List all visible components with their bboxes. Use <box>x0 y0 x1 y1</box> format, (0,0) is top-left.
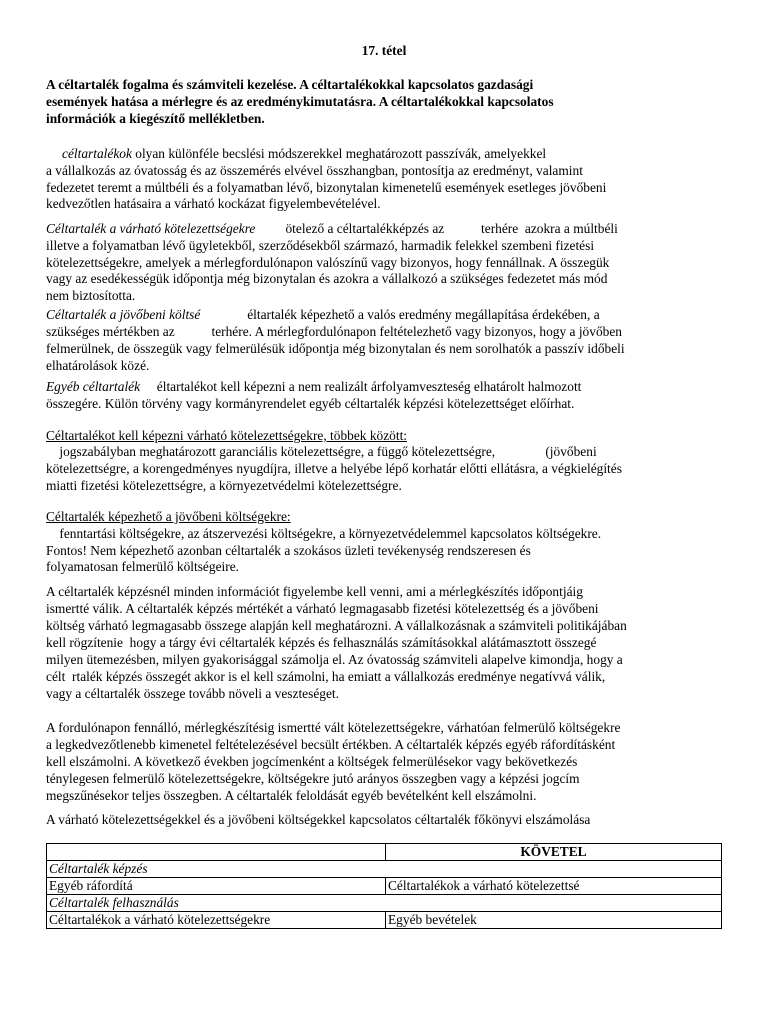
paragraph2-line: a legkedvezőtlenebb kimenetel feltételezésével becsült értékben. A céltartalék képzés egyéb ráfordításként <box>46 737 616 752</box>
paragraph1-line: milyen ütemezésben, milyen gyakorisággal számolja el. Az óvatosság számviteli alapelve kimondja, hogy a <box>46 652 623 667</box>
obligation-line <box>46 221 618 237</box>
paragraph2-line: megszűnésekor teljes összegben. A céltartalék feloldását egyéb bevételként kell elszámolni. <box>46 788 537 803</box>
header-debit-cell <box>47 844 386 861</box>
table-row <box>47 861 722 878</box>
future-cost-line <box>46 307 600 323</box>
list2-line: Fontos! Nem képezhető azonban céltartalék a szokásos üzleti tevékenység rendszeresen és <box>46 543 531 558</box>
paragraph2-line: ténylegesen felmerülő kötelezettségekre, költségekre jutó arányos összegben vagy a képzési jogcím <box>46 771 580 786</box>
list2-line: folyamatosan felmerülő költségeire. <box>46 559 239 574</box>
future-cost-text: éltartalék képezhető a valós eredmény megállapítása érdekében, a <box>200 307 600 322</box>
table-caption: A várható kötelezettségekkel és a jövőbeni költségekkel kapcsolatos céltartalék főkönyvi elszámolása <box>46 812 591 827</box>
row1-debit-cell: Egyéb ráfordítá <box>47 878 386 895</box>
table-row <box>47 895 722 912</box>
list2-line: fenntartási költségekre, az átszervezési költségekre, a környezetvédelemmel kapcsolatos költségekre. <box>46 526 602 541</box>
definition-text: olyan különféle becslési módszerekkel meghatározott passzívák, amelyekkel <box>131 146 547 161</box>
paragraph1-line: költség várható legmagasabb összege alapján kell meghatározni. A vállalkozásnak a számviteli politikájában <box>46 618 627 633</box>
paragraph1-line: kell rögzítenie hogy a tárgy évi céltartalék képzés és felhasználás számításokkal alátámasztott összegé <box>46 635 597 650</box>
row2-debit-cell: Céltartalékok a várható kötelezettségekre <box>47 912 386 929</box>
obligation-line: kötelezettségekre, amelyek a mérlegfordulónapon valószínű vagy bizonyos, hogy fennállnak. A összegük <box>46 255 610 270</box>
other-provision-line: összegére. Külön törvény vagy kormányrendelet egyéb céltartalék képzési kötelezettséget előírhat. <box>46 396 575 411</box>
list1-line: miatti fizetési kötelezettségre, a környezetvédelmi kötelezettségre. <box>46 478 402 493</box>
section-formation: Céltartalék képzés <box>47 861 722 878</box>
paragraph1-line: A céltartalék képzésnél minden információt figyelembe kell venni, ami a mérlegkészítés időpontjáig <box>46 584 583 599</box>
future-cost-line: szükséges mértékben az terhére. A mérlegfordulónapon feltételezhető vagy bizonyos, hogy a jövőben <box>46 324 622 339</box>
obligation-term: Céltartalék a várható kötelezettségekre <box>46 221 256 236</box>
definition-line: fedezetet teremt a múltbéli és a folyamatban lévő, bizonytalan kimenetelű események esetleges jövőbeni <box>46 180 607 195</box>
paragraph2-line: A fordulónapon fennálló, mérlegkészítésig ismertté vált kötelezettségekre, várhatóan felmerülő költségekre <box>46 720 621 735</box>
obligation-line: nem biztosította. <box>46 288 136 303</box>
row1-credit-cell: Céltartalékok a várható kötelezettsé <box>386 878 722 895</box>
table-row <box>47 878 722 895</box>
heading-line: események hatása a mérlegre és az eredménykimutatásra. A céltartalékokkal kapcsolatos <box>46 94 554 109</box>
paragraph1-line: vagy a céltartalék összege tovább növeli a veszteséget. <box>46 686 339 701</box>
future-cost-line: elhatárolások közé. <box>46 358 150 373</box>
definition-term: céltartalékok <box>62 146 132 161</box>
future-cost-line: felmerülnek, de összegük vagy felmerülésük időpontja még bizonytalan és nem sorolhatók a passzív időbeli <box>46 341 625 356</box>
row2-credit-cell: Egyéb bevételek <box>386 912 722 929</box>
ledger-table <box>46 843 722 929</box>
other-provision-text: éltartalékot kell képezni a nem realizált árfolyamveszteség elhatárolt halmozott <box>140 379 582 394</box>
paragraph1-line: ismertté válik. A céltartalék képzés mértékét a várható legmagasabb fizetési kötelezettség és a jövőbeni <box>46 601 599 616</box>
list1-line: kötelezettségre, a korengedményes nyugdíjra, illetve a helyébe lépő korhatár előtti ellátásra, a végkielégítés <box>46 461 622 476</box>
table-row <box>47 844 722 861</box>
list1-line: jogszabályban meghatározott garanciális kötelezettségre, a függő kötelezettségre, (jövőbeni <box>46 444 597 459</box>
definition-line: a vállalkozás az óvatosság és az összemérés elvével összhangban, pontosítja az eredményt, valamint <box>46 163 583 178</box>
obligation-text: ötelező a céltartalékképzés az terhére azokra a múltbéli <box>255 221 618 236</box>
future-cost-term: Céltartalék a jövőbeni költsé <box>46 307 201 322</box>
section-usage: Céltartalék felhasználás <box>47 895 722 912</box>
header-credit-cell: KÖVETEL <box>386 844 722 861</box>
page-title: 17. tétel <box>361 43 407 58</box>
paragraph1-line: célt rtalék képzés összegét akkor is el kell számolni, ha emiatt a vállalkozás eredménye negatívvá válik, <box>46 669 606 684</box>
heading-line: A céltartalék fogalma és számviteli kezelése. A céltartalékokkal kapcsolatos gazdasági <box>46 77 534 92</box>
other-provision-line <box>46 379 581 395</box>
heading-line: információk a kiegészítő mellékletben. <box>46 111 265 126</box>
other-provision-term: Egyéb céltartalék <box>46 379 141 394</box>
obligation-line: illetve a folyamatban lévő ügyletekből, szerződésekből származó, harmadik felekkel szembeni fizetési <box>46 238 595 253</box>
table-row <box>47 912 722 929</box>
definition-line: kedvezőtlen hatásaira a várható kockázat figyelembevételével. <box>46 196 381 211</box>
paragraph2-line: kell elszámolni. A következő években jogcímenként a költségek felmerülésekor vagy bekövetkezés <box>46 754 578 769</box>
definition-line <box>62 146 546 162</box>
list2-heading: Céltartalék képezhető a jövőbeni költségekre: <box>46 509 291 524</box>
obligation-line: vagy az esedékességük időpontja még bizonytalan és azokra a vállalkozó a szükséges fedezetet más mód <box>46 271 608 286</box>
list1-heading: Céltartalékot kell képezni várható kötelezettségekre, többek között: <box>46 428 408 443</box>
